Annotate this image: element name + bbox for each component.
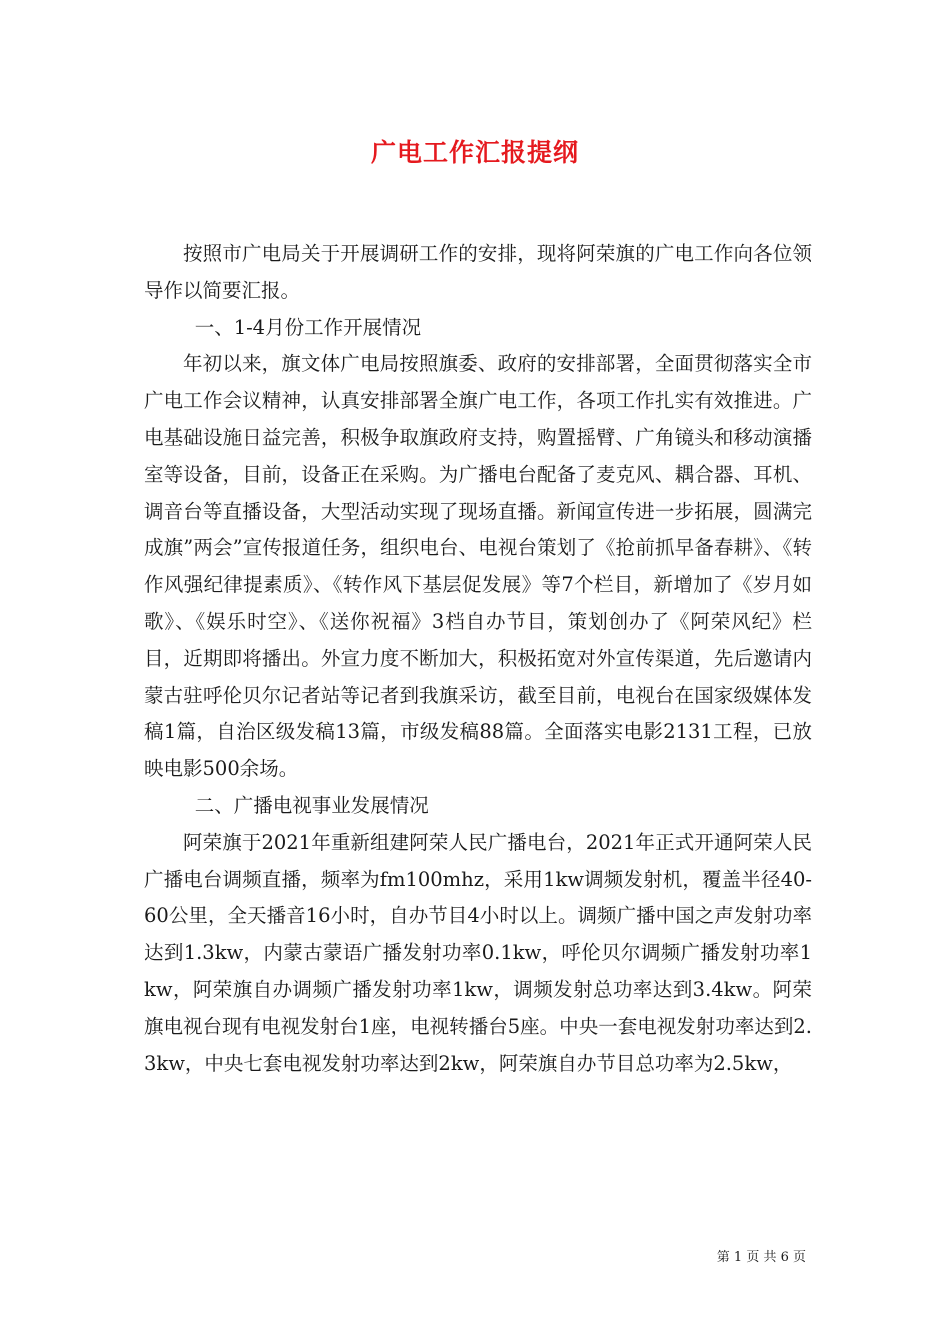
document-title: 广电工作汇报提纲: [370, 138, 579, 167]
section-heading-1: 一、1-4月份工作开展情况: [194, 315, 422, 339]
section-2-paragraph: 阿荣旗于2021年重新组建阿荣人民广播电台，2021年正式开通阿荣人民广播电台调频直播，频率为fm100mhz，采用1kw调频发射机，覆盖半径40-60公里，全天播音16小时，自办节目4小时以上。调频广播中国之声发射功率达到1.3kw，内蒙古蒙语广播发射功率0.1kw，呼伦贝尔调频广播发射功率1kw，阿荣旗自办调频广播发射功率1kw，调频发射总功率达到3.4kw。阿荣旗电视台现有电视发射台1座，电视转播台5座。中央一套电视发射功率达到2.3kw，中央七套电视发射功率达到2kw，阿荣旗自办节目总功率为2.5kw，: [144, 830, 812, 1075]
section-heading-2: 二、广播电视事业发展情况: [194, 793, 429, 817]
intro-paragraph: 按照市广电局关于开展调研工作的安排，现将阿荣旗的广电工作向各位领导作以简要汇报。: [144, 242, 812, 302]
page-number: 第 1 页 共 6 页: [716, 1250, 806, 1265]
document-body: [144, 236, 812, 1082]
section-1-paragraph: 年初以来，旗文体广电局按照旗委、政府的安排部署，全面贯彻落实全市广电工作会议精神，认真安排部署全旗广电工作，各项工作扎实有效推进。广电基础设施日益完善，积极争取旗政府支持，购置摇臂、广角镜头和移动演播室等设备，目前，设备正在采购。为广播电台配备了麦克风、耦合器、耳机、调音台等直播设备，大型活动实现了现场直播。新闻宣传进一步拓展，圆满完成旗”两会”宣传报道任务，组织电台、电视台策划了《抢前抓早备春耕》、《转作风强纪律提素质》、《转作风下基层促发展》等7个栏目，新增加了《岁月如歌》、《娱乐时空》、《送你祝福》3档自办节目，策划创办了《阿荣风纪》栏目，近期即将播出。外宣力度不断加大，积极拓宽对外宣传渠道，先后邀请内蒙古驻呼伦贝尔记者站等记者到我旗采访，截至目前，电视台在国家级媒体发稿1篇，自治区级发稿13篇，市级发稿88篇。全面落实电影2131工程，已放映电影500余场。: [144, 352, 812, 781]
